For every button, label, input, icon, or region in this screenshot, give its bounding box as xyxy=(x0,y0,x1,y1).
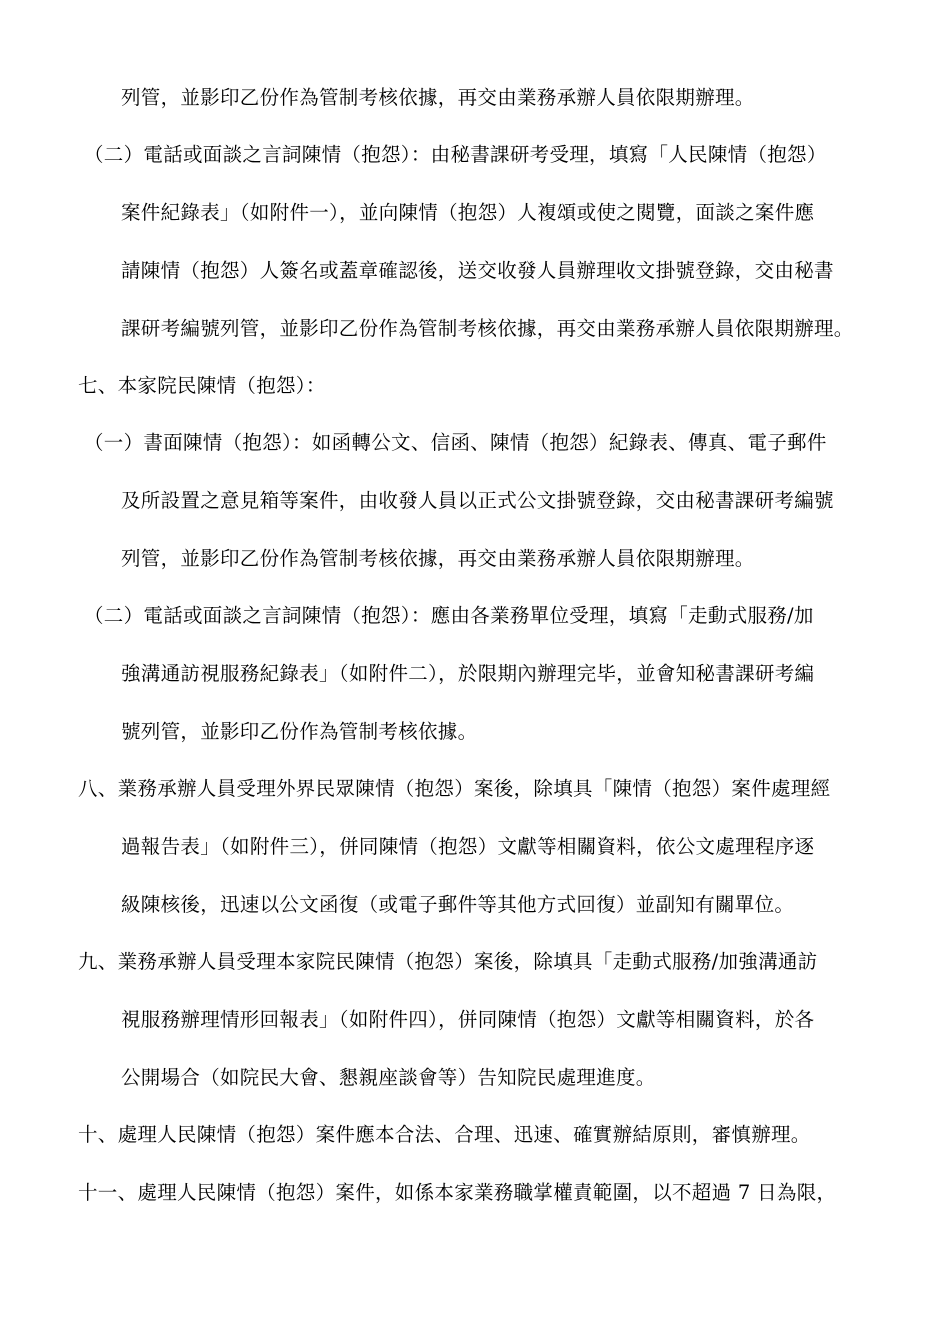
text-line-5: 課研考編號列管，並影印乙份作為管制考核依據，再交由業務承辦人員依限期辦理。 xyxy=(121,317,854,340)
text-line-1: 列管，並影印乙份作為管制考核依據，再交由業務承辦人員依限期辦理。 xyxy=(121,86,755,109)
text-line-8: 及所設置之意見箱等案件，由收發人員以正式公文掛號登錄，交由秘書課研考編號 xyxy=(121,489,834,512)
section-heading-9: 九、業務承辦人員受理本家院民陳情（抱怨）案後，除填具「走動式服務/加強溝通訪 xyxy=(78,950,818,973)
section-heading-7-2-verbal: （二）電話或面談之言詞陳情（抱怨）：應由各業務單位受理，填寫「走動式服務/加 xyxy=(84,604,814,627)
text-line-15: 級陳核後，迅速以公文函復（或電子郵件等其他方式回復）並副知有關單位。 xyxy=(121,893,795,916)
text-line-9: 列管，並影印乙份作為管制考核依據，再交由業務承辦人員依限期辦理。 xyxy=(121,547,755,570)
text-line-12: 號列管，並影印乙份作為管制考核依據。 xyxy=(121,720,478,743)
text-line-18: 公開場合（如院民大會、懇親座談會等）告知院民處理進度。 xyxy=(121,1066,656,1089)
text-line-14: 過報告表」（如附件三），併同陳情（抱怨）文獻等相關資料，依公文處理程序逐 xyxy=(121,835,815,858)
text-line-11: 強溝通訪視服務紀錄表」（如附件二），於限期內辦理完毕，並會知秘書課研考編 xyxy=(121,662,815,685)
text-line-3: 案件紀錄表」（如附件一），並向陳情（抱怨）人複頌或使之閱覽，面談之案件應 xyxy=(121,201,815,224)
section-heading-10: 十、處理人民陳情（抱怨）案件應本合法、合理、迅速、確實辦結原則，審慎辦理。 xyxy=(78,1123,811,1146)
section-heading-8: 八、業務承辦人員受理外界民眾陳情（抱怨）案後，除填具「陳情（抱怨）案件處理經 xyxy=(78,777,831,800)
section-heading-2-phone-complaint: （二）電話或面談之言詞陳情（抱怨）：由秘書課研考受理，填寫「人民陳情（抱怨） xyxy=(84,143,827,166)
section-heading-7-1-written: （一）書面陳情（抱怨）：如函轉公文、信函、陳情（抱怨）紀錄表、傳真、電子郵件 xyxy=(84,431,827,454)
section-heading-11: 十一、處理人民陳情（抱怨）案件，如係本家業務職掌權責範圍，以不超過 7 日為限， xyxy=(78,1181,837,1204)
text-line-4: 請陳情（抱怨）人簽名或蓋章確認後，送交收發人員辦理收文掛號登錄，交由秘書 xyxy=(121,259,834,282)
text-line-17: 視服務辦理情形回報表」（如附件四），併同陳情（抱怨）文獻等相關資料，於各 xyxy=(121,1008,815,1031)
section-heading-7: 七、本家院民陳情（抱怨）： xyxy=(78,374,326,397)
